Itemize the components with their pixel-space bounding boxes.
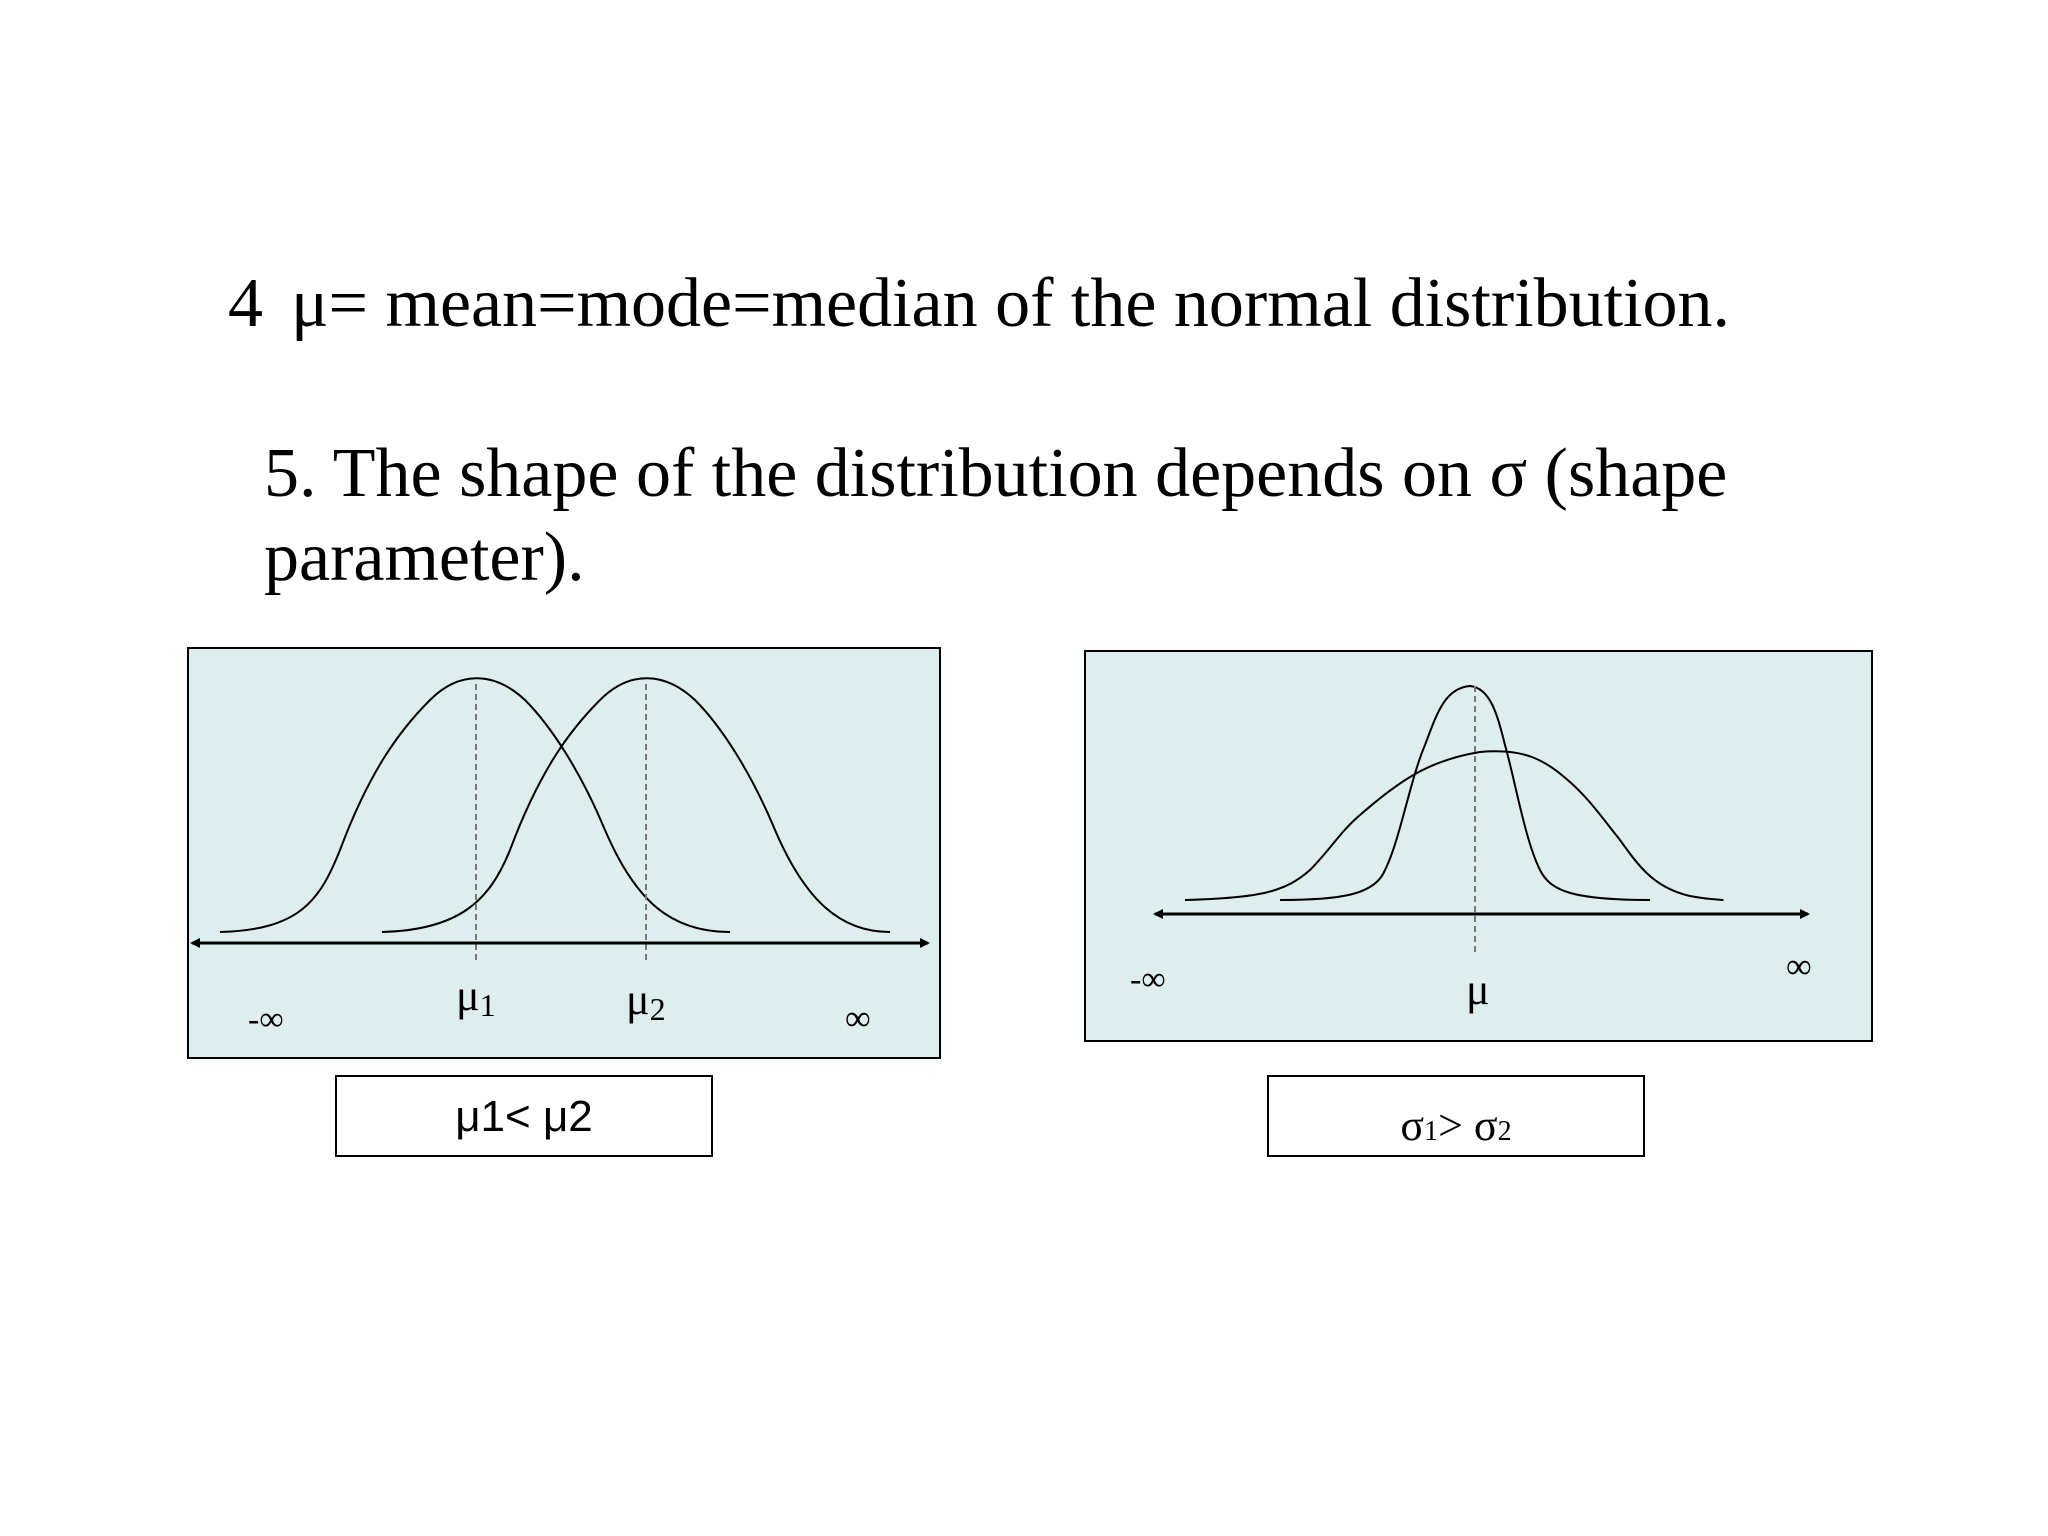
left-pos-inf-label: ∞: [845, 998, 871, 1038]
statement-4-number: 4: [228, 265, 263, 342]
right-caption-text: σ1> σ2: [1400, 1101, 1512, 1150]
statement-5-line-1: 5. The shape of the distribution depends on σ (shape: [264, 435, 1728, 512]
right-neg-inf-label: -∞: [1130, 961, 1166, 998]
left-panel-mean-comparison: [188, 648, 940, 1156]
left-caption-text: μ1< μ2: [455, 1092, 593, 1141]
mu1-label: μ1: [456, 971, 496, 1023]
statement-5-line-2: parameter).: [264, 519, 585, 596]
mu2-label: μ2: [626, 975, 666, 1027]
right-pos-inf-label: ∞: [1786, 946, 1812, 986]
right-panel-sigma-comparison: [1085, 651, 1872, 1156]
statement-4-text: μ= mean=mode=median of the normal distribution.: [291, 265, 1730, 342]
left-neg-inf-label: -∞: [248, 1001, 284, 1038]
mu-label: μ: [1466, 965, 1490, 1014]
left-panel-background: [188, 648, 940, 1058]
